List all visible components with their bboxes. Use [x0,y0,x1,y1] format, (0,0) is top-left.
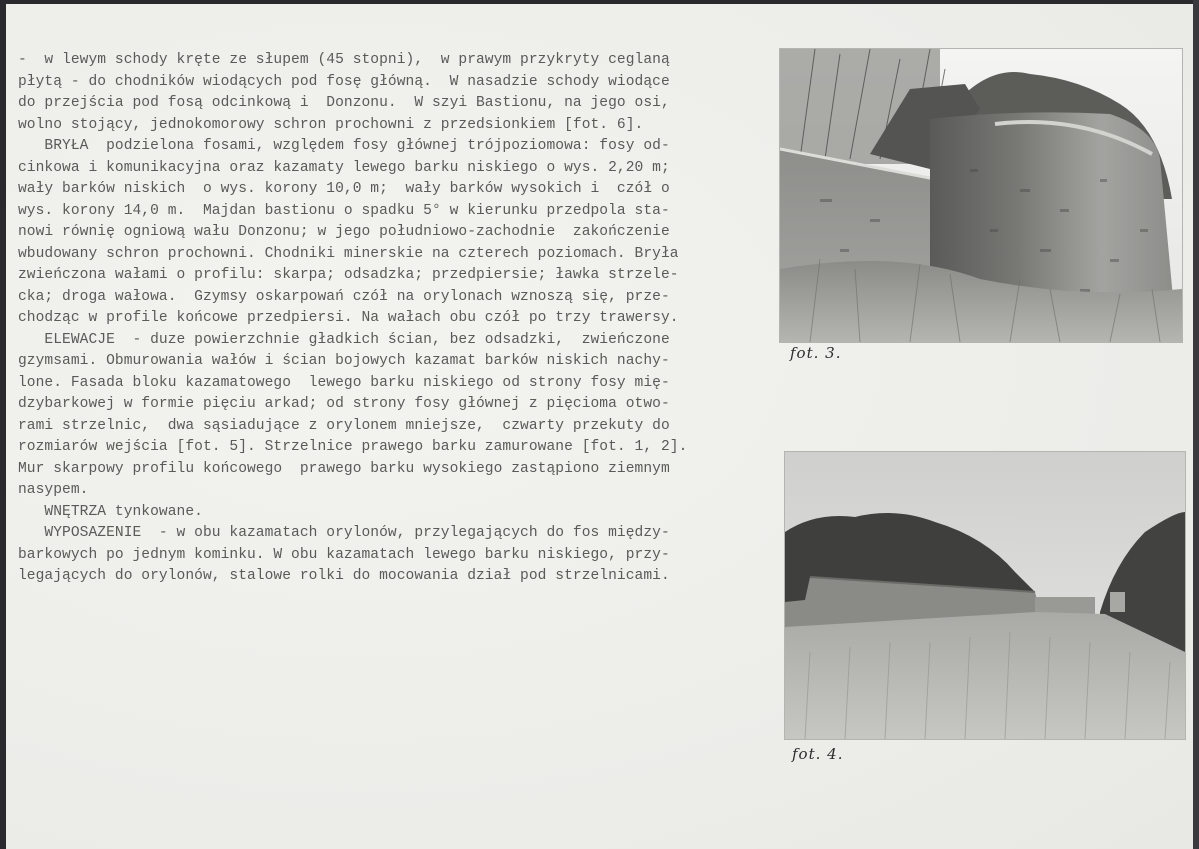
moat-photo-image [785,452,1185,739]
photo-fot-4 [784,451,1186,740]
text-line: do przejścia pod fosą odcinkową i Donzonu. W szyi Bastionu, na jego osi, [18,95,670,111]
text-line: płytą - do chodników wiodących pod fosę główną. W nasadzie schody wiodące [18,73,670,90]
text-line: lone. Fasada bloku kazamatowego lewego barku niskiego od strony fosy mię- [18,374,670,391]
document-page [6,4,1193,849]
text-line: Mur skarpowy profilu końcowego prawego barku wysokiego zastąpiono ziemnym [18,460,670,477]
text-line: cinkowa i komunikacyjna oraz kazamaty lewego barku niskiego o wys. 2,20 m; [18,159,670,176]
text-line: wys. korony 14,0 m. Majdan bastionu o spadku 5° w kierunku przedpola sta- [18,202,670,219]
text-line: chodząc w profile końcowe przedpiersi. Na wałach obu czół po trzy trawersy. [18,310,679,326]
text-line: wały barków niskich o wys. korony 10,0 m; wały barków wysokich i czół o [18,181,670,197]
text-line: - w lewym schody kręte ze słupem (45 stopni), w prawym przykryty ceglaną [18,52,670,68]
text-line: wolno stojący, jednokomorowy schron prochowni z przedsionkiem [fot. 6]. [18,116,644,133]
scan-edge [1193,0,1199,849]
text-line: gzymsami. Obmurowania wałów i ścian bojowych kazamat barków niskich nachy- [18,353,670,369]
photo-caption-fot-3: fot. 3. [790,344,842,362]
text-line: barkowych po jednym kominku. W obu kazamatach lewego barku niskiego, przy- [18,546,670,563]
bastion-photo-image [780,49,1182,342]
text-line: BRYŁA podzielona fosami, względem fosy głównej trójpoziomowa: fosy od- [18,138,670,154]
text-line: zwieńczona wałami o profilu: skarpa; odsadzka; przedpiersie; ławka strzele- [18,267,679,283]
text-line: ELEWACJE - duze powierzchnie gładkich ścian, bez odsadzki, zwieńczone [18,331,670,348]
text-line: rozmiarów wejścia [fot. 5]. Strzelnice prawego barku zamurowane [fot. 1, 2]. [18,439,688,455]
text-line: rami strzelnic, dwa sąsiadujące z orylonem mniejsze, czwarty przekuty do [18,417,670,434]
text-line: WNĘTRZA tynkowane. [18,503,203,520]
text-line: cka; droga wałowa. Gzymsy oskarpowań czół na orylonach wznoszą się, prze- [18,288,670,305]
text-line: nasypem. [18,482,89,498]
text-line: legających do orylonów, stalowe rolki do mocowania dział pod strzelnicami. [18,568,670,584]
text-line: WYPOSAZENIE - w obu kazamatach orylonów, przylegających do fos między- [18,525,670,541]
photo-fot-3 [779,48,1183,343]
text-line: wbudowany schron prochowni. Chodniki minerskie na czterech poziomach. Bryła [18,245,679,262]
photo-caption-fot-4: fot. 4. [792,745,844,763]
typewritten-text-block [18,50,778,588]
text-line: nowi równię ogniową wału Donzonu; w jego południowo-zachodnie zakończenie [18,224,670,240]
text-line: dzybarkowej w formie pięciu arkad; od strony fosy głównej z pięcioma otwo- [18,396,670,412]
